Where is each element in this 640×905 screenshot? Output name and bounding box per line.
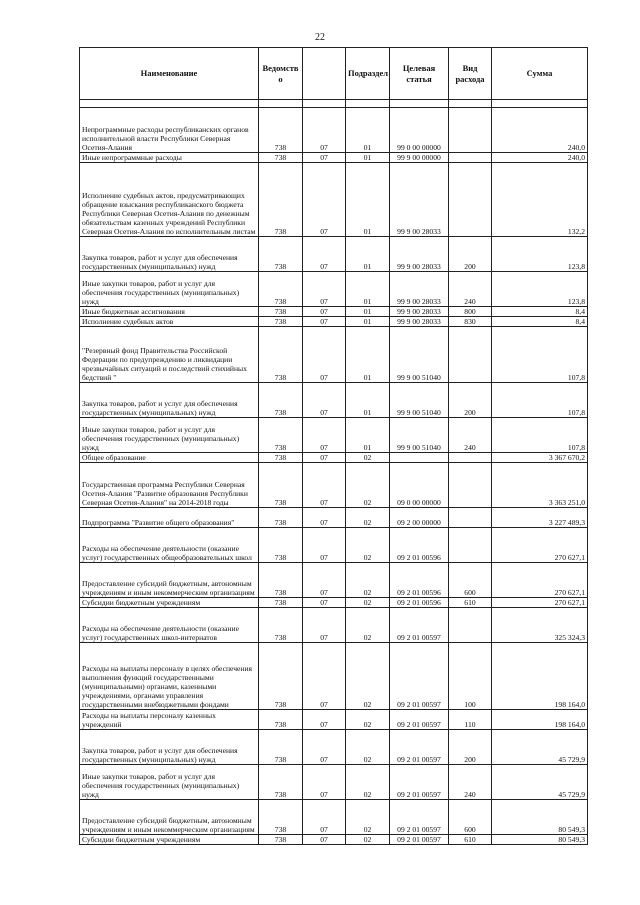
cell-kind	[449, 463, 492, 508]
cell-subsection: 02	[346, 608, 390, 643]
cell-target: 99 9 00 00000	[390, 153, 449, 163]
cell-subsection: 01	[346, 327, 390, 383]
cell-section: 07	[303, 307, 346, 317]
cell-sum: 3 227 489,3	[492, 508, 588, 528]
cell-subsection: 02	[346, 508, 390, 528]
table-row	[80, 800, 588, 835]
table-row	[80, 730, 588, 765]
cell-target: 09 2 01 00597	[390, 800, 449, 835]
cell-section: 07	[303, 598, 346, 608]
cell-dept: 738	[259, 835, 303, 845]
cell-name: Иные бюджетные ассигнования	[80, 307, 259, 317]
cell-section: 07	[303, 765, 346, 800]
cell-name: Расходы на выплаты персоналу в целях обеспечения выполнения функций государственными (муниципальными) органами, казенными учреждениями, органами управления государственными внебюджетными фондами	[80, 643, 259, 710]
cell-dept: 738	[259, 528, 303, 563]
header-kind: Вид расхода	[449, 48, 492, 100]
cell-dept: 738	[259, 272, 303, 307]
cell-target: 09 2 01 00597	[390, 608, 449, 643]
cell-section: 07	[303, 800, 346, 835]
cell-dept: 738	[259, 508, 303, 528]
cell-subsection: 02	[346, 835, 390, 845]
cell-section: 07	[303, 327, 346, 383]
header-sum: Сумма	[492, 48, 588, 100]
cell-sum: 45 729,9	[492, 765, 588, 800]
cell-kind: 800	[449, 307, 492, 317]
cell-kind: 200	[449, 237, 492, 272]
cell-dept: 738	[259, 327, 303, 383]
spacer-row	[80, 100, 588, 108]
cell-kind: 610	[449, 835, 492, 845]
cell-section: 07	[303, 317, 346, 327]
table-row	[80, 418, 588, 453]
cell-target: 09 0 00 00000	[390, 463, 449, 508]
cell-subsection: 02	[346, 710, 390, 730]
cell-dept: 738	[259, 153, 303, 163]
header-section	[303, 48, 346, 100]
table-row	[80, 163, 588, 237]
cell-section: 07	[303, 563, 346, 598]
cell-section: 07	[303, 835, 346, 845]
cell-target: 99 9 00 28033	[390, 237, 449, 272]
cell-section: 07	[303, 508, 346, 528]
cell-section: 07	[303, 163, 346, 237]
cell-target: 09 2 01 00597	[390, 730, 449, 765]
cell-section: 07	[303, 453, 346, 463]
cell-dept: 738	[259, 563, 303, 598]
header-dept: Ведомств о	[259, 48, 303, 100]
cell-subsection: 01	[346, 272, 390, 307]
cell-subsection: 02	[346, 563, 390, 598]
table-row	[80, 383, 588, 418]
cell-subsection: 01	[346, 163, 390, 237]
table-row	[80, 317, 588, 327]
cell-subsection: 02	[346, 463, 390, 508]
cell-dept: 738	[259, 643, 303, 710]
cell-sum: 240,0	[492, 108, 588, 153]
cell-sum: 123,8	[492, 272, 588, 307]
cell-subsection: 02	[346, 800, 390, 835]
cell-subsection: 01	[346, 108, 390, 153]
cell-target: 99 9 00 28033	[390, 317, 449, 327]
cell-target: 09 2 01 00597	[390, 710, 449, 730]
cell-dept: 738	[259, 710, 303, 730]
cell-sum: 270 627,1	[492, 528, 588, 563]
header-name: Наименование	[80, 48, 259, 100]
table-row	[80, 765, 588, 800]
cell-section: 07	[303, 272, 346, 307]
cell-target: 09 2 01 00596	[390, 598, 449, 608]
cell-name: Иные закупки товаров, работ и услуг для обеспечения государственных (муниципальных) нужд	[80, 272, 259, 307]
cell-kind: 610	[449, 598, 492, 608]
table-row	[80, 307, 588, 317]
cell-kind	[449, 453, 492, 463]
cell-target: 09 2 01 00597	[390, 835, 449, 845]
table-row	[80, 608, 588, 643]
header-row	[80, 48, 588, 100]
cell-sum: 198 164,0	[492, 710, 588, 730]
cell-sum: 80 549,3	[492, 835, 588, 845]
cell-sum: 132,2	[492, 163, 588, 237]
cell-dept: 738	[259, 800, 303, 835]
cell-dept: 738	[259, 453, 303, 463]
cell-sum: 325 324,3	[492, 608, 588, 643]
cell-subsection: 01	[346, 237, 390, 272]
cell-kind	[449, 163, 492, 237]
cell-dept: 738	[259, 608, 303, 643]
cell-kind: 240	[449, 765, 492, 800]
cell-section: 07	[303, 383, 346, 418]
cell-kind: 110	[449, 710, 492, 730]
cell-dept: 738	[259, 598, 303, 608]
cell-sum: 198 164,0	[492, 643, 588, 710]
cell-dept: 738	[259, 108, 303, 153]
cell-name: Исполнение судебных актов	[80, 317, 259, 327]
cell-section: 07	[303, 730, 346, 765]
cell-kind	[449, 528, 492, 563]
cell-subsection: 01	[346, 418, 390, 453]
cell-target: 09 2 01 00597	[390, 643, 449, 710]
cell-kind	[449, 508, 492, 528]
cell-subsection: 02	[346, 643, 390, 710]
cell-section: 07	[303, 463, 346, 508]
cell-kind: 200	[449, 730, 492, 765]
cell-dept: 738	[259, 463, 303, 508]
cell-section: 07	[303, 418, 346, 453]
cell-subsection: 02	[346, 598, 390, 608]
cell-target: 09 2 01 00596	[390, 563, 449, 598]
cell-target: 09 2 00 00000	[390, 508, 449, 528]
cell-name: Расходы на обеспечение деятельности (оказание услуг) государственных общеобразовательных школ	[80, 528, 259, 563]
cell-subsection: 02	[346, 765, 390, 800]
cell-subsection: 02	[346, 453, 390, 463]
cell-sum: 80 549,3	[492, 800, 588, 835]
cell-name: Закупка товаров, работ и услуг для обеспечения государственных (муниципальных) нужд	[80, 730, 259, 765]
cell-name: Иные непрограммные расходы	[80, 153, 259, 163]
cell-target: 99 9 00 51040	[390, 327, 449, 383]
table-row	[80, 835, 588, 845]
table-row	[80, 153, 588, 163]
cell-section: 07	[303, 608, 346, 643]
table-row	[80, 710, 588, 730]
cell-sum: 8,4	[492, 307, 588, 317]
cell-sum: 123,8	[492, 237, 588, 272]
table-row	[80, 237, 588, 272]
table-row	[80, 453, 588, 463]
table-row	[80, 108, 588, 153]
table-row	[80, 563, 588, 598]
cell-name: Иные закупки товаров, работ и услуг для обеспечения государственных (муниципальных) нужд	[80, 418, 259, 453]
table-row	[80, 643, 588, 710]
cell-target: 99 0 00 00000	[390, 108, 449, 153]
cell-sum: 270 627,1	[492, 563, 588, 598]
cell-section: 07	[303, 643, 346, 710]
cell-kind	[449, 327, 492, 383]
cell-target	[390, 453, 449, 463]
cell-name: Субсидии бюджетным учреждениям	[80, 598, 259, 608]
cell-name: Общее образование	[80, 453, 259, 463]
cell-name: Расходы на выплаты персоналу казенных учреждений	[80, 710, 259, 730]
cell-sum: 3 367 670,2	[492, 453, 588, 463]
cell-kind	[449, 608, 492, 643]
cell-name: Исполнение судебных актов, предусматривающих обращение взыскания республиканского бюджета Республики Северная Осетия-Алания по денежным обязательствам казенных учреждений Республики Северная Осетия-Алания по исполнительным листам	[80, 163, 259, 237]
cell-dept: 738	[259, 383, 303, 418]
cell-target: 99 9 00 28033	[390, 307, 449, 317]
cell-target: 99 9 00 28033	[390, 163, 449, 237]
cell-sum: 107,8	[492, 418, 588, 453]
cell-name: Государственная программа Республики Северная Осетия-Алания "Развитие образования Республики Северная Осетия-Алания" на 2014-2018 годы	[80, 463, 259, 508]
cell-target: 99 9 00 28033	[390, 272, 449, 307]
cell-name: Закупка товаров, работ и услуг для обеспечения государственных (муниципальных) нужд	[80, 383, 259, 418]
cell-section: 07	[303, 153, 346, 163]
cell-subsection: 01	[346, 153, 390, 163]
cell-section: 07	[303, 710, 346, 730]
cell-target: 99 9 00 51040	[390, 418, 449, 453]
cell-name: Расходы на обеспечение деятельности (оказание услуг) государственных школ-интернатов	[80, 608, 259, 643]
cell-section: 07	[303, 528, 346, 563]
cell-target: 99 9 00 51040	[390, 383, 449, 418]
cell-name: Предоставление субсидий бюджетным, автономным учреждениям и иным некоммерческим организациям	[80, 563, 259, 598]
cell-dept: 738	[259, 307, 303, 317]
cell-kind: 240	[449, 272, 492, 307]
cell-kind: 600	[449, 800, 492, 835]
cell-name: Субсидии бюджетным учреждениям	[80, 835, 259, 845]
cell-kind	[449, 153, 492, 163]
cell-kind	[449, 108, 492, 153]
table-row	[80, 598, 588, 608]
cell-dept: 738	[259, 765, 303, 800]
cell-name: Иные закупки товаров, работ и услуг для обеспечения государственных (муниципальных) нужд	[80, 765, 259, 800]
table-body	[80, 100, 588, 845]
cell-section: 07	[303, 237, 346, 272]
header-target: Целевая статья	[390, 48, 449, 100]
cell-kind: 240	[449, 418, 492, 453]
budget-table	[79, 47, 588, 845]
cell-name: Подпрограмма "Развитие общего образования"	[80, 508, 259, 528]
cell-subsection: 01	[346, 383, 390, 418]
cell-dept: 738	[259, 418, 303, 453]
cell-kind: 600	[449, 563, 492, 598]
table-row	[80, 463, 588, 508]
cell-dept: 738	[259, 730, 303, 765]
cell-dept: 738	[259, 237, 303, 272]
cell-dept: 738	[259, 163, 303, 237]
cell-name: Закупка товаров, работ и услуг для обеспечения государственных (муниципальных) нужд	[80, 237, 259, 272]
cell-kind: 100	[449, 643, 492, 710]
header-subsection: Подраздел	[346, 48, 390, 100]
cell-subsection: 01	[346, 317, 390, 327]
cell-target: 09 2 01 00596	[390, 528, 449, 563]
table-row	[80, 528, 588, 563]
cell-sum: 107,8	[492, 383, 588, 418]
cell-name: "Резервный фонд Правительства Российской Федерации по предупреждению и ликвидации чрезвычайных ситуаций и последствий стихийных бедствий "	[80, 327, 259, 383]
cell-name: Непрограммные расходы республиканских органов исполнительной власти Республики Северная Осетия-Алания	[80, 108, 259, 153]
cell-sum: 8,4	[492, 317, 588, 327]
cell-sum: 270 627,1	[492, 598, 588, 608]
cell-sum: 45 729,9	[492, 730, 588, 765]
table-row	[80, 508, 588, 528]
cell-kind: 200	[449, 383, 492, 418]
cell-subsection: 01	[346, 307, 390, 317]
cell-sum: 3 363 251,0	[492, 463, 588, 508]
table-row	[80, 272, 588, 307]
cell-sum: 240,0	[492, 153, 588, 163]
cell-kind: 830	[449, 317, 492, 327]
cell-subsection: 02	[346, 730, 390, 765]
cell-section: 07	[303, 108, 346, 153]
cell-name: Предоставление субсидий бюджетным, автономным учреждениям и иным некоммерческим организациям	[80, 800, 259, 835]
cell-subsection: 02	[346, 528, 390, 563]
page-number: 22	[315, 32, 325, 43]
cell-sum: 107,8	[492, 327, 588, 383]
table-row	[80, 327, 588, 383]
cell-target: 09 2 01 00597	[390, 765, 449, 800]
cell-dept: 738	[259, 317, 303, 327]
